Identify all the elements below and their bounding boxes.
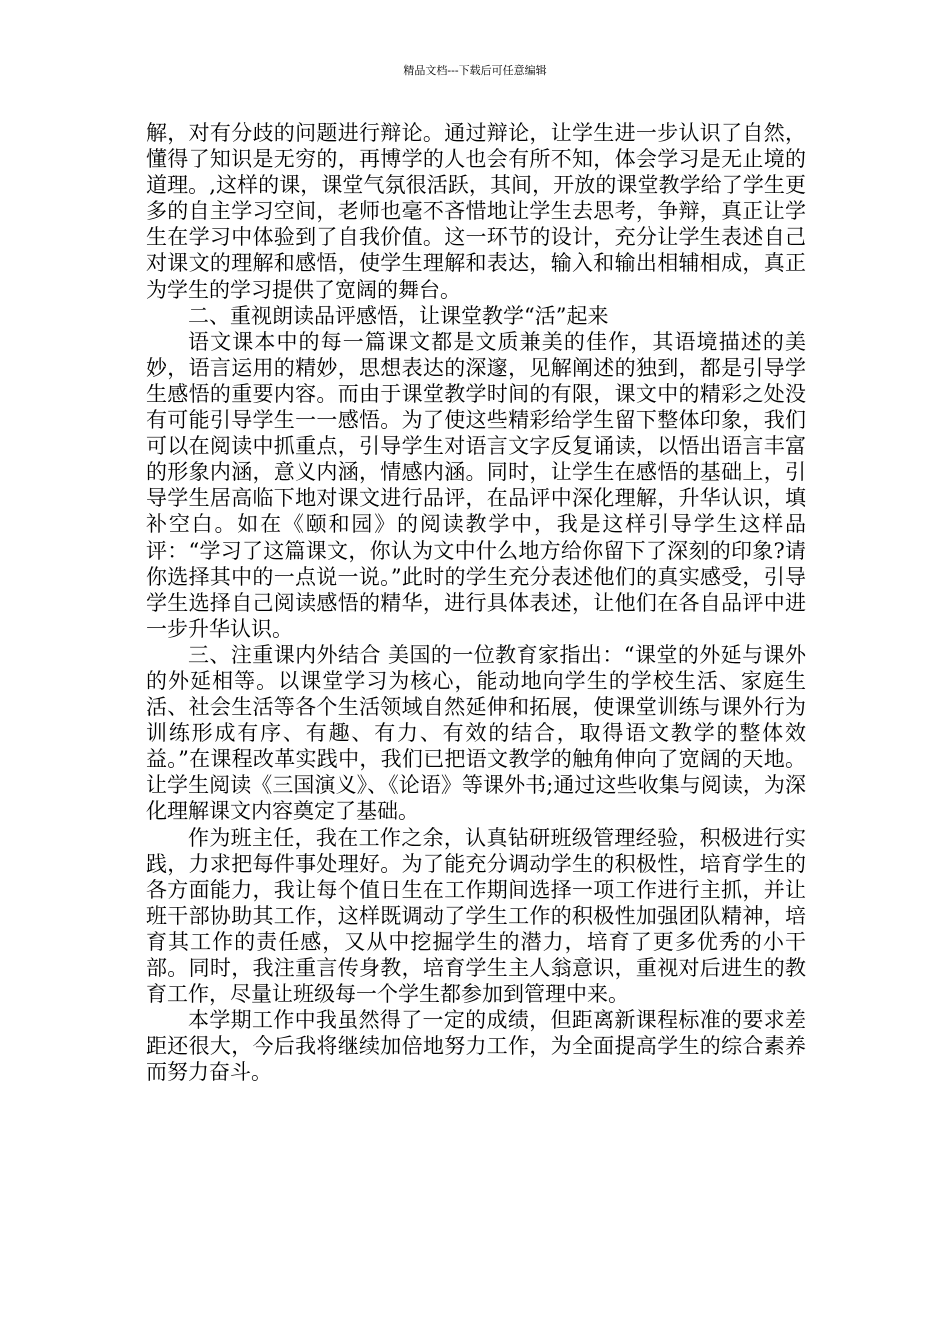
paragraph-reading-appreciation: 语文课本中的每一篇课文都是文质兼美的佳作，其语境描述的美妙，语言运用的精妙，思想表达的深邃，见解阐述的独到，都是引导学生感悟的重要内容。而由于课堂教学时间的有限，课文中的精彩之处没有可能引导学生一一感悟。为了使这些精彩给学生留下整体印象，我们可以在阅读中抓重点，引导学生对语言文字反复诵读，以悟出语言丰富的形象内涵，意义内涵，情感内涵。同时，让学生在感悟的基础上，引导学生居高临下地对课文进行品评，在品评中深化理解，升华认识，填补空白。如在《颐和园》的阅读教学中，我是这样引导学生这样品评：“学习了这篇课文，你认为文中什么地方给你留下了深刻的印象?请你选择其中的一点说一说。”此时的学生充分表述他们的真实感受，引导学生选择自己阅读感悟的精华，进行具体表述，让他们在各自品评中进一步升华认识。 [146,329,806,641]
paragraph-conclusion: 本学期工作中我虽然得了一定的成绩，但距离新课程标准的要求差距还很大，今后我将继续加倍地努力工作，为全面提高学生的综合素养而努力奋斗。 [146,1008,806,1085]
section-heading-2: 二、重视朗读品评感悟，让课堂教学“活”起来 [188,303,609,328]
paragraph-class-management: 作为班主任，我在工作之余，认真钻研班级管理经验，积极进行实践，力求把每件事处理好。为了能充分调动学生的积极性，培育学生的各方面能力，我让每个值日生在工作期间选择一项工作进行主抓，并让班干部协助其工作，这样既调动了学生工作的积极性加强团队精神，培育其工作的责任感，又从中挖掘学生的潜力，培育了更多优秀的小干部。同时，我注重言传身教，培育学生主人翁意识，重视对后进生的教育工作，尽量让班级每一个学生都参加到管理中来。 [146,825,806,1007]
page-header: 精品文档---下载后可任意编辑 [403,64,547,77]
document-body [146,120,806,1085]
paragraph-continuation: 解，对有分歧的问题进行辩论。通过辩论，让学生进一步认识了自然，懂得了知识是无穷的，再博学的人也会有所不知，体会学习是无止境的道理。,这样的课，课堂气氛很活跃，其间，开放的课堂教学给了学生更多的自主学习空间，老师也毫不吝惜地让学生去思考，争辩，真正让学生在学习中体验到了自我价值。这一环节的设计，充分让学生表述自己对课文的理解和感悟，使学生理解和表达，输入和输出相辅相成，真正为学生的学习提供了宽阔的舞台。 [146,121,806,302]
section-heading-3-paragraph: 三、注重课内外结合 美国的一位教育家指出：“课堂的外延与课外的外延相等。以课堂学习为核心，能动地向学生的学校生活、家庭生活、社会生活等各个生活领域自然延伸和拓展，使课堂训练与课外行为训练形成有序、有趣、有力、有效的结合，取得语文教学的整体效益。”在课程改革实践中，我们已把语文教学的触角伸向了宽阔的天地。让学生阅读《三国演义》、《论语》等课外书;通过这些收集与阅读，为深化理解课文内容奠定了基础。 [146,642,806,824]
